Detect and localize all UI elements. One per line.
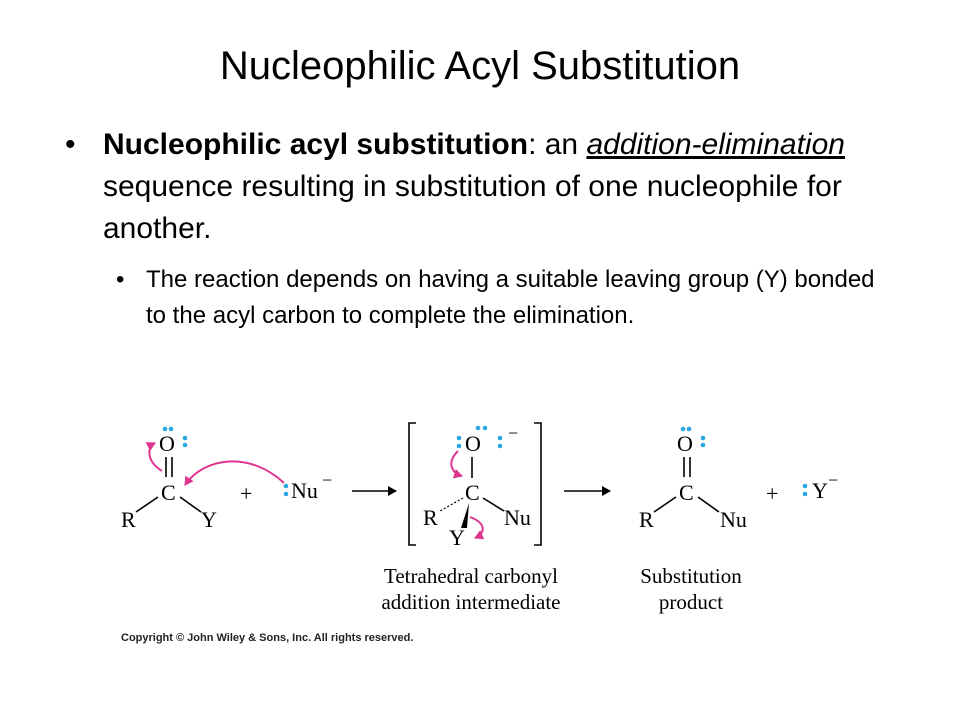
- lone-pair-dot: [701, 436, 706, 441]
- term-colon: :: [528, 128, 537, 161]
- lone-pair-dot: [457, 444, 462, 449]
- copyright-notice: Copyright © John Wiley & Sons, Inc. All rights reserved.: [121, 632, 414, 644]
- bracket-left: [409, 423, 416, 545]
- bullet-dot: •: [65, 128, 76, 161]
- reactant-structure: [121, 427, 284, 532]
- bond-C-Y: [180, 497, 201, 512]
- reaction-scheme: [100, 405, 860, 625]
- bond-C-R: [654, 497, 676, 512]
- lone-pair-dot: [183, 443, 188, 448]
- atom-R: R: [639, 507, 654, 532]
- lone-pair-dot: [476, 426, 481, 431]
- bullet-leaving-group-text: The reaction depends on having a suitable leaving group (Y) bonded to the acyl carbon to complete the elimination.: [146, 266, 875, 329]
- atom-Y: Y: [201, 507, 217, 532]
- charge-minus: −: [828, 470, 839, 490]
- bond-C-R: [136, 497, 158, 512]
- intermediate-structure: [409, 423, 541, 550]
- slide-title: Nucleophilic Acyl Substitution: [219, 44, 741, 88]
- def-emphasis: addition-elimination: [586, 128, 845, 161]
- plus-sign: +: [240, 481, 253, 506]
- product-structure: [639, 427, 747, 532]
- lone-pair-dot: [498, 436, 503, 441]
- lone-pair-dot: [183, 436, 188, 441]
- nucleophile-label: Nu: [291, 478, 318, 503]
- lone-pair-dot: [457, 436, 462, 441]
- lone-pair-dot: [483, 426, 488, 431]
- atom-R: R: [423, 505, 438, 530]
- lone-pair-dot: [284, 492, 289, 497]
- atom-C: C: [465, 480, 480, 505]
- lone-pair-dot: [803, 492, 808, 497]
- atom-C: C: [161, 480, 176, 505]
- bond-C-Nu: [698, 497, 719, 512]
- bullet-dot: •: [116, 266, 125, 293]
- atom-Nu: Nu: [720, 507, 747, 532]
- atom-O: O: [159, 431, 175, 456]
- bullet-leaving-group: [116, 262, 876, 334]
- product-caption-line1: Substitution: [640, 564, 742, 588]
- lone-pair-dot: [169, 427, 174, 432]
- intermediate-caption-line1: Tetrahedral carbonyl: [383, 564, 559, 588]
- atom-Nu: Nu: [504, 505, 531, 530]
- def-pre: an: [536, 128, 587, 161]
- bullet-definition: [65, 124, 895, 250]
- product-caption-line2: product: [658, 590, 724, 614]
- lone-pair-dot: [803, 484, 808, 489]
- def-post: sequence resulting in substitution of one nucleophile for another.: [103, 170, 842, 245]
- lone-pair-dot: [163, 427, 168, 432]
- bracket-right: [534, 423, 541, 545]
- curved-arrow-reform-pi: [451, 451, 462, 476]
- atom-O: O: [465, 431, 481, 456]
- curved-arrow-leaving-group: [470, 517, 483, 538]
- plus-sign: +: [766, 481, 779, 506]
- lone-pair-dot: [498, 444, 503, 449]
- hashed-bond: [440, 498, 463, 511]
- leaving-group-label: Y: [812, 478, 828, 503]
- bullet-definition-text: [103, 124, 895, 250]
- atom-C: C: [679, 480, 694, 505]
- nucleophile: [284, 470, 332, 503]
- intermediate-caption-line2: addition intermediate: [381, 590, 561, 614]
- atom-Y: Y: [449, 525, 465, 550]
- atom-R: R: [121, 507, 136, 532]
- lone-pair-dot: [701, 443, 706, 448]
- bond-C-Nu: [483, 498, 504, 511]
- term: Nucleophilic acyl substitution: [103, 128, 529, 161]
- leaving-group: [803, 470, 838, 503]
- atom-O: O: [677, 431, 693, 456]
- curved-arrow-nucleophile: [185, 461, 284, 485]
- charge-minus: −: [322, 470, 333, 490]
- charge-minus: −: [508, 423, 519, 443]
- lone-pair-dot: [284, 484, 289, 489]
